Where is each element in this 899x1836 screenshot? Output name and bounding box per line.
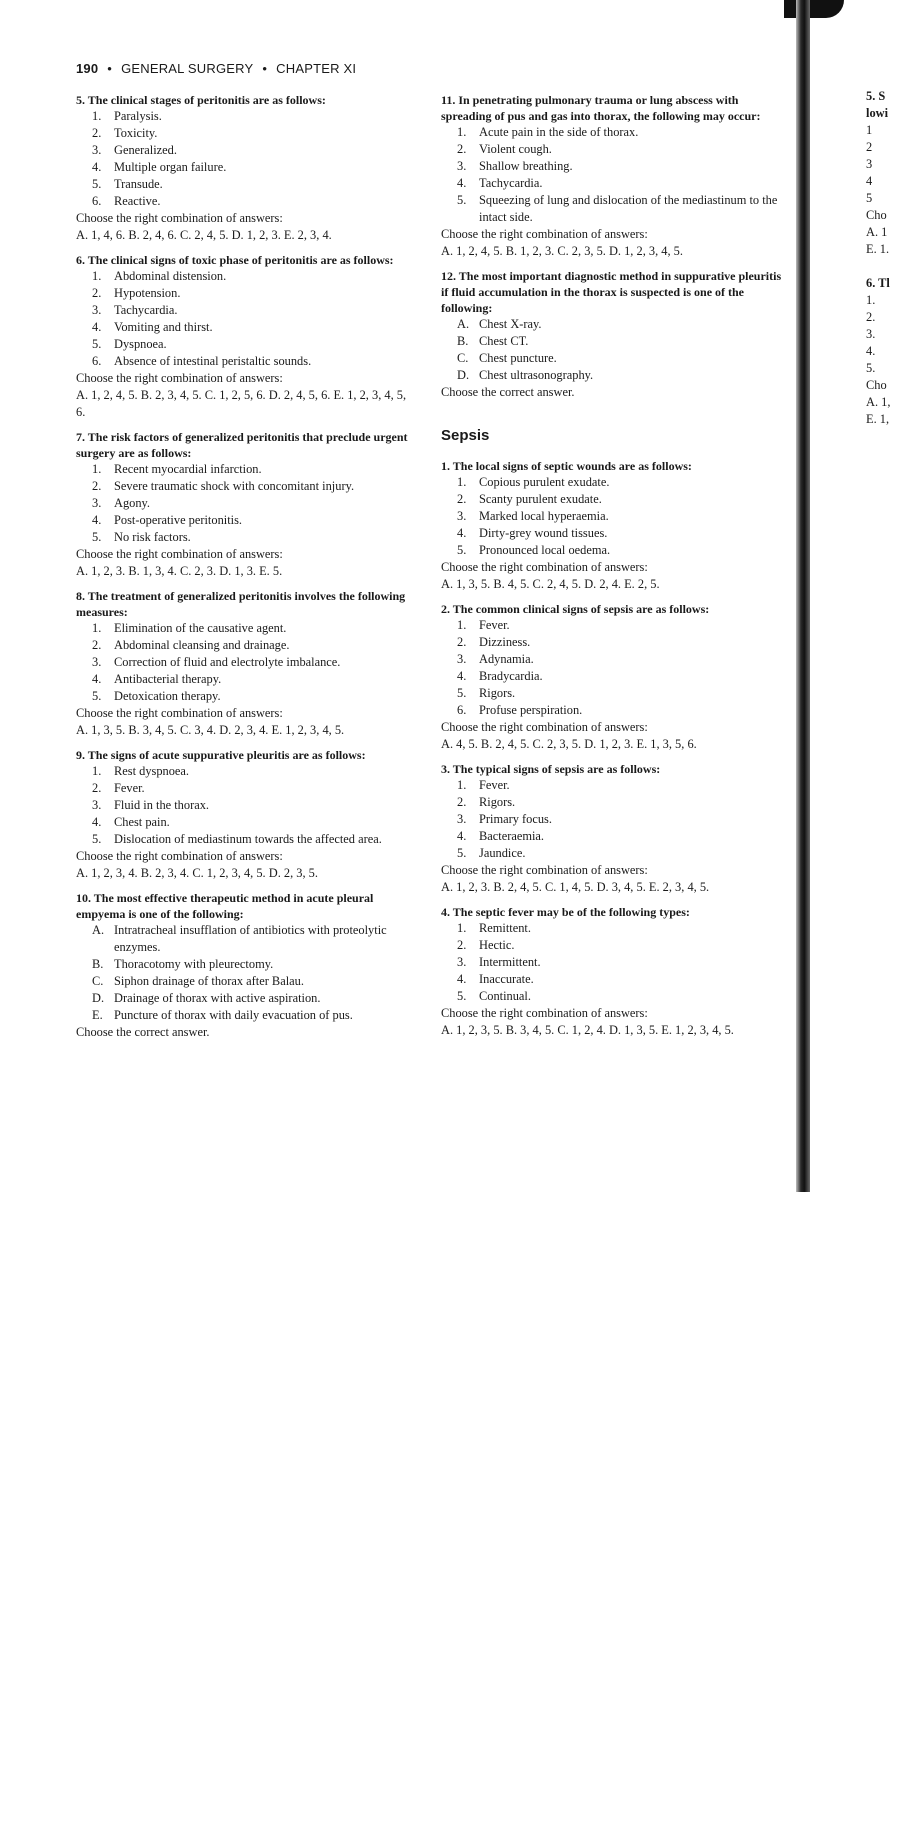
- option-text: Intermittent.: [479, 955, 541, 969]
- question-title: 5. The clinical stages of peritonitis are as follows:: [76, 93, 326, 107]
- option-list: [441, 124, 784, 226]
- bleed-text-fragment: 4: [866, 174, 873, 188]
- option-number: 3.: [457, 509, 467, 523]
- answer-prompt: Choose the right combination of answers:: [76, 547, 283, 561]
- option-item: [441, 954, 784, 971]
- option-item: [76, 763, 414, 780]
- option-text: Transude.: [114, 177, 163, 191]
- question-title: 2. The common clinical signs of sepsis are as follows:: [441, 602, 710, 616]
- bleed-text-fragment: E. 1.: [866, 242, 890, 256]
- option-item: [76, 620, 414, 637]
- answer-combinations: A. 1, 2, 3, 5. B. 3, 4, 5. C. 1, 2, 4. D. 1, 3, 5. E. 1, 2, 3, 4, 5.: [441, 1023, 734, 1037]
- chapter-label: CHAPTER XI: [276, 61, 357, 76]
- next-page-bleed: [866, 88, 899, 428]
- option-text: Tachycardia.: [479, 176, 543, 190]
- option-text: Shallow breathing.: [479, 159, 573, 173]
- option-item: [76, 990, 414, 1007]
- option-list: [441, 777, 784, 862]
- option-item: [441, 525, 784, 542]
- option-list: [76, 922, 414, 1024]
- option-number: 6.: [92, 354, 102, 368]
- option-number: 1.: [457, 618, 467, 632]
- option-text: Paralysis.: [114, 109, 162, 123]
- option-text: Remittent.: [479, 921, 531, 935]
- option-item: [441, 811, 784, 828]
- option-text: Rest dyspnoea.: [114, 764, 190, 778]
- book-binding-gutter: [796, 0, 810, 1192]
- option-list: [76, 763, 414, 848]
- question-block: [441, 92, 784, 260]
- answer-combinations: A. 1, 2, 4, 5. B. 2, 3, 4, 5. C. 1, 2, 5, 6. D. 2, 4, 5, 6. E. 1, 2, 3, 4, 5, 6.: [76, 388, 407, 419]
- option-number: 4.: [457, 972, 467, 986]
- option-number: D.: [457, 368, 470, 382]
- option-item: [441, 702, 784, 719]
- option-text: Recent myocardial infarction.: [114, 462, 262, 476]
- option-item: [76, 353, 414, 370]
- option-text: Chest pain.: [114, 815, 170, 829]
- option-text: Adynamia.: [479, 652, 534, 666]
- question-block: [76, 588, 414, 739]
- option-item: [441, 141, 784, 158]
- option-item: [441, 988, 784, 1005]
- option-number: 1.: [92, 462, 102, 476]
- question-block: [441, 904, 784, 1039]
- right-column: [441, 92, 784, 1047]
- option-text: Violent cough.: [479, 142, 552, 156]
- question-block: [76, 92, 414, 244]
- option-item: [441, 828, 784, 845]
- option-number: 2.: [457, 938, 467, 952]
- page-number: 190: [76, 61, 99, 76]
- bleed-text-fragment: 4.: [866, 344, 876, 358]
- option-number: 5.: [457, 989, 467, 1003]
- option-text: Thoracotomy with pleurectomy.: [114, 957, 274, 971]
- option-item: [76, 125, 414, 142]
- option-item: [441, 971, 784, 988]
- question-group-sepsis: [441, 458, 784, 1039]
- answer-prompt: Choose the right combination of answers:: [441, 720, 648, 734]
- option-list: [441, 316, 784, 384]
- bleed-text-fragment: 5: [866, 191, 873, 205]
- option-text: Jaundice.: [479, 846, 526, 860]
- option-text: Bacteraemia.: [479, 829, 545, 843]
- option-number: E.: [92, 1008, 103, 1022]
- option-number: 2.: [92, 638, 102, 652]
- option-text: Chest X-ray.: [479, 317, 542, 331]
- option-text: Fluid in the thorax.: [114, 798, 209, 812]
- bleed-text-fragment: Cho: [866, 208, 887, 222]
- answer-combinations: A. 1, 3, 5. B. 4, 5. C. 2, 4, 5. D. 2, 4. E. 2, 5.: [441, 577, 660, 591]
- answer-prompt: Choose the correct answer.: [441, 385, 575, 399]
- left-column: [76, 92, 414, 1049]
- option-text: Dizziness.: [479, 635, 531, 649]
- option-item: [441, 542, 784, 559]
- bleed-text-fragment: 1.: [866, 293, 876, 307]
- option-number: 2.: [92, 781, 102, 795]
- bleed-text-fragment: 1: [866, 123, 873, 137]
- option-text: Antibacterial therapy.: [114, 672, 222, 686]
- option-number: 1.: [92, 621, 102, 635]
- option-item: [441, 333, 784, 350]
- option-number: A.: [457, 317, 470, 331]
- option-item: [76, 637, 414, 654]
- answer-combinations: A. 1, 2, 3. B. 2, 4, 5. C. 1, 4, 5. D. 3, 4, 5. E. 2, 3, 4, 5.: [441, 880, 710, 894]
- option-number: 2.: [457, 635, 467, 649]
- option-item: [76, 176, 414, 193]
- option-list: [76, 268, 414, 370]
- option-item: [76, 814, 414, 831]
- option-list: [441, 920, 784, 1005]
- option-number: 4.: [457, 669, 467, 683]
- option-text: Bradycardia.: [479, 669, 543, 683]
- option-number: B.: [457, 334, 469, 348]
- answer-combinations: A. 4, 5. B. 2, 4, 5. C. 2, 3, 5. D. 1, 2, 3. E. 1, 3, 5, 6.: [441, 737, 697, 751]
- option-item: [76, 159, 414, 176]
- option-item: [441, 845, 784, 862]
- option-item: [441, 350, 784, 367]
- option-list: [76, 108, 414, 210]
- option-number: C.: [457, 351, 469, 365]
- option-item: [76, 780, 414, 797]
- option-number: 4.: [92, 160, 102, 174]
- option-text: Dirty-grey wound tissues.: [479, 526, 608, 540]
- question-block: [441, 458, 784, 593]
- option-number: 4.: [92, 513, 102, 527]
- option-item: [441, 474, 784, 491]
- option-item: [441, 634, 784, 651]
- option-number: 3.: [92, 655, 102, 669]
- option-number: 4.: [92, 815, 102, 829]
- option-text: Elimination of the causative agent.: [114, 621, 287, 635]
- option-text: Reactive.: [114, 194, 161, 208]
- question-block: [441, 268, 784, 401]
- option-item: [441, 794, 784, 811]
- answer-prompt: Choose the right combination of answers:: [76, 706, 283, 720]
- option-number: 5.: [457, 686, 467, 700]
- option-text: Abdominal distension.: [114, 269, 227, 283]
- option-item: [76, 108, 414, 125]
- option-number: C.: [92, 974, 104, 988]
- option-text: Chest CT.: [479, 334, 529, 348]
- option-item: [76, 956, 414, 973]
- answer-combinations: A. 1, 2, 3. B. 1, 3, 4. C. 2, 3. D. 1, 3. E. 5.: [76, 564, 283, 578]
- option-text: Tachycardia.: [114, 303, 178, 317]
- option-item: [441, 617, 784, 634]
- option-item: [76, 478, 414, 495]
- answer-prompt: Choose the right combination of answers:: [441, 863, 648, 877]
- option-text: Hypotension.: [114, 286, 181, 300]
- header-separator: •: [262, 61, 268, 76]
- option-item: [441, 937, 784, 954]
- option-text: Primary focus.: [479, 812, 552, 826]
- option-item: [441, 508, 784, 525]
- question-block: [441, 601, 784, 753]
- option-item: [76, 142, 414, 159]
- option-text: No risk factors.: [114, 530, 191, 544]
- option-item: [76, 495, 414, 512]
- option-item: [441, 777, 784, 794]
- option-text: Toxicity.: [114, 126, 158, 140]
- bleed-text-fragment: lowi: [866, 106, 889, 120]
- option-number: 2.: [457, 795, 467, 809]
- option-text: Agony.: [114, 496, 151, 510]
- option-text: Profuse perspiration.: [479, 703, 583, 717]
- option-item: [76, 973, 414, 990]
- bleed-text-fragment: 2.: [866, 310, 876, 324]
- option-text: Puncture of thorax with daily evacuation of pus.: [114, 1008, 353, 1022]
- option-text: Rigors.: [479, 686, 516, 700]
- section-title: Sepsis: [441, 427, 490, 444]
- bleed-text-fragment: A. 1: [866, 225, 888, 239]
- answer-combinations: A. 1, 4, 6. B. 2, 4, 6. C. 2, 4, 5. D. 1, 2, 3. E. 2, 3, 4.: [76, 228, 332, 242]
- header-separator: •: [107, 61, 113, 76]
- option-text: Severe traumatic shock with concomitant injury.: [114, 479, 355, 493]
- bleed-text-fragment: 3: [866, 157, 873, 171]
- option-number: 5.: [92, 530, 102, 544]
- question-group-top: [441, 92, 784, 401]
- option-number: 1.: [92, 269, 102, 283]
- option-number: 3.: [457, 812, 467, 826]
- option-number: 1.: [92, 764, 102, 778]
- bleed-text-fragment: E. 1,: [866, 412, 890, 426]
- option-item: [441, 192, 784, 226]
- option-item: [76, 1007, 414, 1024]
- option-text: Dyspnoea.: [114, 337, 167, 351]
- option-text: Copious purulent exudate.: [479, 475, 610, 489]
- option-item: [76, 319, 414, 336]
- option-number: 1.: [457, 921, 467, 935]
- option-number: 1.: [92, 109, 102, 123]
- answer-prompt: Choose the right combination of answers:: [76, 211, 283, 225]
- answer-prompt: Choose the right combination of answers:: [441, 560, 648, 574]
- option-item: [76, 654, 414, 671]
- option-item: [76, 302, 414, 319]
- option-item: [76, 336, 414, 353]
- option-number: A.: [92, 923, 105, 937]
- question-title: 4. The septic fever may be of the following types:: [441, 905, 690, 919]
- option-text: Chest puncture.: [479, 351, 557, 365]
- option-item: [441, 920, 784, 937]
- option-item: [441, 668, 784, 685]
- answer-combinations: A. 1, 3, 5. B. 3, 4, 5. C. 3, 4. D. 2, 3, 4. E. 1, 2, 3, 4, 5.: [76, 723, 345, 737]
- option-number: 2.: [92, 286, 102, 300]
- option-text: Dislocation of mediastinum towards the affected area.: [114, 832, 382, 846]
- option-text: Vomiting and thirst.: [114, 320, 213, 334]
- option-item: [76, 529, 414, 546]
- option-number: 2.: [457, 492, 467, 506]
- option-number: 3.: [92, 496, 102, 510]
- option-number: B.: [92, 957, 104, 971]
- option-number: 3.: [92, 798, 102, 812]
- option-item: [441, 158, 784, 175]
- question-title: 9. The signs of acute suppurative pleuritis are as follows:: [76, 748, 366, 762]
- option-text: Marked local hyperaemia.: [479, 509, 609, 523]
- option-text: Abdominal cleansing and drainage.: [114, 638, 290, 652]
- option-item: [76, 797, 414, 814]
- option-text: Fever.: [114, 781, 145, 795]
- option-number: 2.: [457, 142, 467, 156]
- bleed-text-fragment: Cho: [866, 378, 887, 392]
- option-item: [441, 491, 784, 508]
- question-title: 6. The clinical signs of toxic phase of peritonitis are as follows:: [76, 253, 394, 267]
- option-text: Scanty purulent exudate.: [479, 492, 602, 506]
- option-number: 1.: [457, 475, 467, 489]
- option-number: 1.: [457, 125, 467, 139]
- option-number: 4.: [457, 829, 467, 843]
- option-item: [76, 922, 414, 956]
- option-text: Post-operative peritonitis.: [114, 513, 243, 527]
- option-number: 3.: [92, 303, 102, 317]
- question-title: 10. The most effective therapeutic method in acute pleural empyema is one of the following:: [76, 891, 374, 921]
- option-text: Fever.: [479, 778, 510, 792]
- bleed-text-fragment: 2: [866, 140, 873, 154]
- option-text: Drainage of thorax with active aspiration.: [114, 991, 321, 1005]
- option-number: 4.: [457, 526, 467, 540]
- option-number: 3.: [457, 652, 467, 666]
- option-item: [441, 316, 784, 333]
- option-item: [76, 831, 414, 848]
- option-number: 2.: [92, 126, 102, 140]
- option-item: [441, 175, 784, 192]
- question-block: [76, 252, 414, 421]
- option-item: [76, 461, 414, 478]
- question-block: [441, 761, 784, 896]
- answer-prompt: Choose the right combination of answers:: [441, 1006, 648, 1020]
- option-text: Correction of fluid and electrolyte imbalance.: [114, 655, 341, 669]
- bleed-text-fragment: 6. Tl: [866, 276, 890, 290]
- option-number: 5.: [92, 337, 102, 351]
- option-number: 6.: [92, 194, 102, 208]
- option-text: Continual.: [479, 989, 531, 1003]
- option-item: [441, 685, 784, 702]
- book-title: GENERAL SURGERY: [121, 61, 254, 76]
- option-number: 4.: [92, 320, 102, 334]
- bleed-text-fragment: 3.: [866, 327, 876, 341]
- option-text: Inaccurate.: [479, 972, 534, 986]
- option-list: [76, 461, 414, 546]
- option-number: 5.: [92, 177, 102, 191]
- answer-prompt: Choose the correct answer.: [76, 1025, 210, 1039]
- option-item: [76, 671, 414, 688]
- option-number: 5.: [457, 846, 467, 860]
- answer-combinations: A. 1, 2, 3, 4. B. 2, 3, 4. C. 1, 2, 3, 4, 5. D. 2, 3, 5.: [76, 866, 318, 880]
- option-text: Acute pain in the side of thorax.: [479, 125, 639, 139]
- option-number: D.: [92, 991, 105, 1005]
- option-number: 2.: [92, 479, 102, 493]
- answer-prompt: Choose the right combination of answers:: [441, 227, 648, 241]
- option-text: Siphon drainage of thorax after Balau.: [114, 974, 304, 988]
- option-text: Detoxication therapy.: [114, 689, 221, 703]
- option-number: 3.: [92, 143, 102, 157]
- option-item: [441, 124, 784, 141]
- option-text: Absence of intestinal peristaltic sounds.: [114, 354, 312, 368]
- option-item: [441, 651, 784, 668]
- answer-combinations: A. 1, 2, 4, 5. B. 1, 2, 3. C. 2, 3, 5. D. 1, 2, 3, 4, 5.: [441, 244, 683, 258]
- option-text: Rigors.: [479, 795, 516, 809]
- option-number: 1.: [457, 778, 467, 792]
- question-block: [76, 890, 414, 1041]
- option-number: 6.: [457, 703, 467, 717]
- question-title: 1. The local signs of septic wounds are as follows:: [441, 459, 692, 473]
- option-text: Generalized.: [114, 143, 177, 157]
- option-number: 5.: [457, 193, 467, 207]
- question-title: 8. The treatment of generalized peritonitis involves the following measures:: [76, 589, 406, 619]
- bleed-text-fragment: 5.: [866, 361, 876, 375]
- question-title: 11. In penetrating pulmonary trauma or lung abscess with spreading of pus and gas into thorax, the following may occur:: [441, 93, 761, 123]
- question-block: [76, 429, 414, 580]
- option-item: [76, 285, 414, 302]
- option-number: 5.: [457, 543, 467, 557]
- option-list: [441, 474, 784, 559]
- bleed-text-fragment: [866, 258, 899, 275]
- option-item: [76, 193, 414, 210]
- question-title: 12. The most important diagnostic method in suppurative pleuritis if fluid accumulation in the thorax is suspected is one of the following:: [441, 269, 782, 315]
- question-title: 3. The typical signs of sepsis are as follows:: [441, 762, 661, 776]
- option-number: 5.: [92, 689, 102, 703]
- option-list: [441, 617, 784, 719]
- option-number: 3.: [457, 955, 467, 969]
- option-item: [441, 367, 784, 384]
- question-block: [76, 747, 414, 882]
- option-text: Chest ultrasonography.: [479, 368, 594, 382]
- question-title: 7. The risk factors of generalized peritonitis that preclude urgent surgery are as follows:: [76, 430, 408, 460]
- option-text: Pronounced local oedema.: [479, 543, 611, 557]
- bleed-text-fragment: 5. S: [866, 89, 886, 103]
- option-number: 5.: [92, 832, 102, 846]
- option-text: Intratracheal insufflation of antibiotics with proteolytic enzymes.: [114, 923, 387, 954]
- option-list: [76, 620, 414, 705]
- answer-prompt: Choose the right combination of answers:: [76, 371, 283, 385]
- option-item: [76, 512, 414, 529]
- option-number: 4.: [92, 672, 102, 686]
- bleed-text-fragment: A. 1,: [866, 395, 891, 409]
- option-number: 4.: [457, 176, 467, 190]
- option-text: Hectic.: [479, 938, 515, 952]
- option-number: 3.: [457, 159, 467, 173]
- answer-prompt: Choose the right combination of answers:: [76, 849, 283, 863]
- option-item: [76, 268, 414, 285]
- option-text: Fever.: [479, 618, 510, 632]
- option-item: [76, 688, 414, 705]
- running-header: [76, 60, 356, 77]
- binding-shadow-top: [784, 0, 844, 18]
- option-text: Squeezing of lung and dislocation of the mediastinum to the intact side.: [479, 193, 778, 224]
- option-text: Multiple organ failure.: [114, 160, 227, 174]
